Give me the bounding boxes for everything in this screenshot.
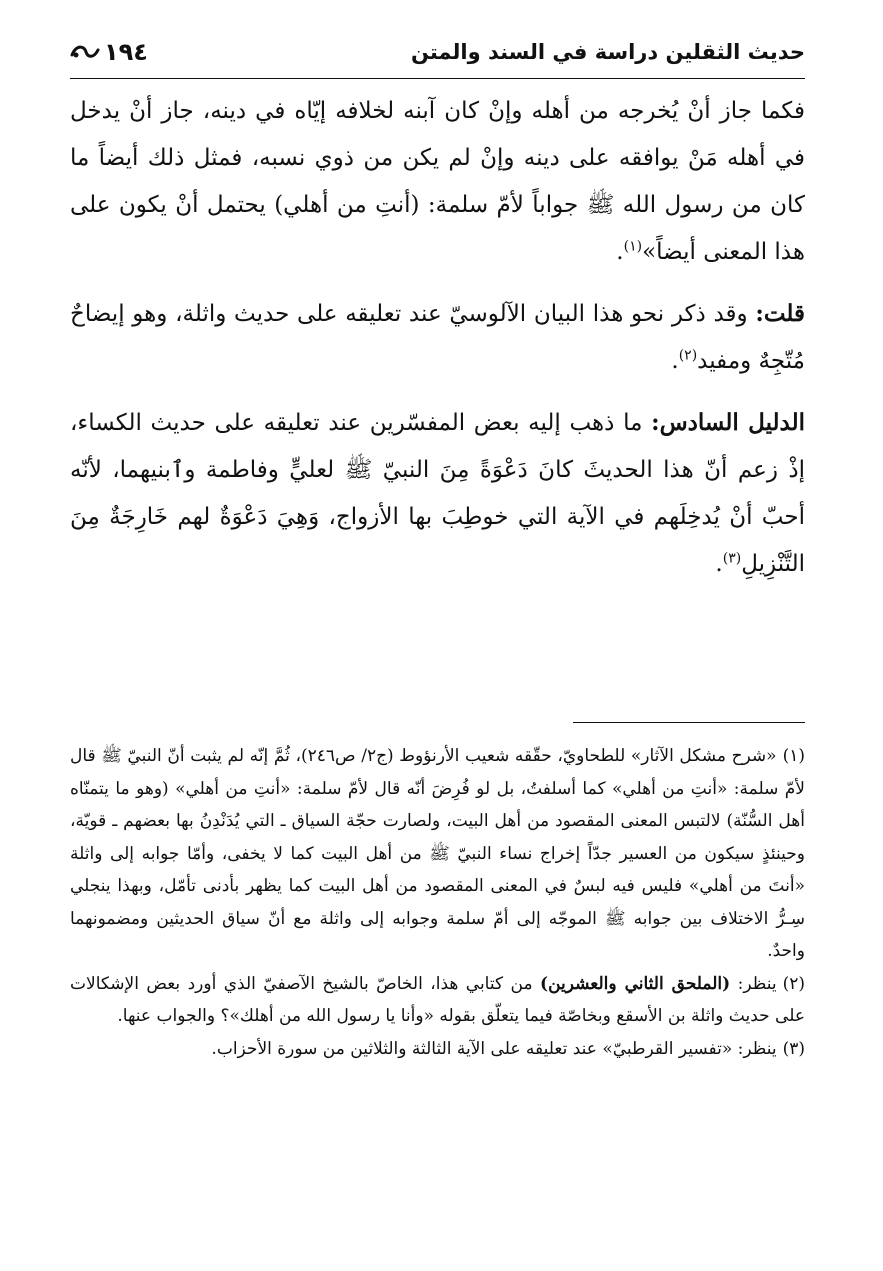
footnote-ref-2: (٢) — [678, 347, 698, 364]
ornament-swirl-icon — [70, 43, 100, 61]
header-divider — [70, 78, 805, 79]
footnote-2-text: من كتابي هذا، الخاصّ بالشيخ الآصفيّ الذي أورد بعض الإشكالات على حديث واثلة بن الأسقع وبخاصّة فيما يتعلّق بقوله «وأنا يا رسول الله من أهلك»؟ والجواب عنها. — [70, 973, 805, 1026]
footnote-ref-3: (٣) — [722, 550, 742, 567]
footnote-2-number: (٢) — [782, 973, 805, 994]
footnotes — [70, 740, 805, 1065]
paragraph-1-end: . — [616, 239, 624, 265]
footnote-2-prefix: ينظر: — [737, 973, 777, 994]
page-header — [70, 28, 805, 76]
paragraph-3-text: ما ذهب إليه بعض المفسّرين عند تعليقه على حديث الكساء، إذْ زعم أنّ هذا الحديثَ كانَ دَعْوَةً مِنَ النبيّ ﷺ لعليٍّ وفاطمة وٱبنيهما، لأنّه أحبّ أنْ يُدخِلَهم في الآية التي خوطِبَ بها الأزواج، وَهِيَ دَعْوَةٌ لهم خَارِجَةٌ مِنَ التَّنْزِيلِ — [70, 410, 805, 577]
page-number: ١٩٤ — [104, 38, 148, 66]
paragraph-2 — [70, 290, 805, 385]
paragraph-2-end: . — [671, 348, 679, 374]
main-text — [70, 88, 805, 588]
paragraph-3 — [70, 399, 805, 588]
paragraph-2-lead: قلت: — [755, 300, 806, 327]
footnote-2-strong: (الملحق الثاني والعشرين) — [540, 973, 731, 994]
footnote-3 — [70, 1033, 805, 1066]
paragraph-1 — [70, 88, 805, 276]
paragraph-2-text: وقد ذكر نحو هذا البيان الآلوسيّ عند تعليقه على حديث واثلة، وهو إيضاحٌ مُتّجِهٌ ومفيد — [70, 301, 805, 374]
footnote-ref-1: (١) — [623, 238, 643, 255]
footnote-3-prefix: ينظر: — [737, 1038, 777, 1059]
running-title: حديث الثقلين دراسة في السند والمتن — [410, 40, 805, 64]
footnote-1-text: «شرح مشكل الآثار» للطحاويّ، حقّقه شعيب الأرنؤوط (ج٢/ ص٢٤٦)، ثُمَّ إنّه لم يثبت أنّ النبيّ ﷺ قال لأمّ سلمة: «أنتِ من أهلي» كما أسلفتُ، بل لو فُرِضَ أنّه قال لأمّ سلمة: «أنتِ من أهلي» (وهو ما يتمنّاه أهل السُّنّة) لالتبس المعنى المقصود من أهل البيت، ولصارت حجّة السياق ـ التي يُدَنْدِنُ بها بعضهم ـ قويّة، وحينئذٍ سيكون من العسير جدّاً إخراج نساء النبيّ ﷺ من أهل البيت كما لا يخفى، وأمّا جوابه إلى واثلة «أنتَ من أهلي» فليس فيه لبسٌ في المعنى المقصود من أهل البيت كما يظهر بأدنى تأمّل، وبهذا ينجلي سِـرُّ الاختلاف بين جوابه ﷺ الموجّه إلى أمّ سلمة وجوابه إلى واثلة مع أنّ سياق الحديثين ومضمونهما واحدٌ. — [70, 746, 805, 961]
footnote-1-number: (١) — [782, 746, 806, 766]
paragraph-1-text: فكما جاز أنْ يُخرجه من أهله وإنْ كان آبنه لخلافه إيّاه في دينه، جاز أنْ يدخل في أهله مَنْ يوافقه على دينه وإنْ لم يكن من ذوي نسبه، فمثل ذلك أيضاً ما كان من رسول الله ﷺ جواباً لأمّ سلمة: (أنتِ من أهلي) يحتمل أنْ يكون على هذا المعنى أيضاً» — [70, 98, 805, 265]
footnote-divider — [573, 722, 805, 723]
page-number-ornament — [70, 38, 148, 66]
footnote-1 — [70, 740, 805, 968]
footnote-2 — [70, 968, 805, 1033]
footnote-3-number: (٣) — [782, 1038, 805, 1059]
footnote-3-text: «تفسير القرطبيّ» عند تعليقه على الآية الثالثة والثلاثين من سورة الأحزاب. — [211, 1038, 733, 1059]
paragraph-3-lead: الدليل السادس: — [651, 409, 806, 436]
paragraph-3-end: . — [715, 551, 723, 577]
